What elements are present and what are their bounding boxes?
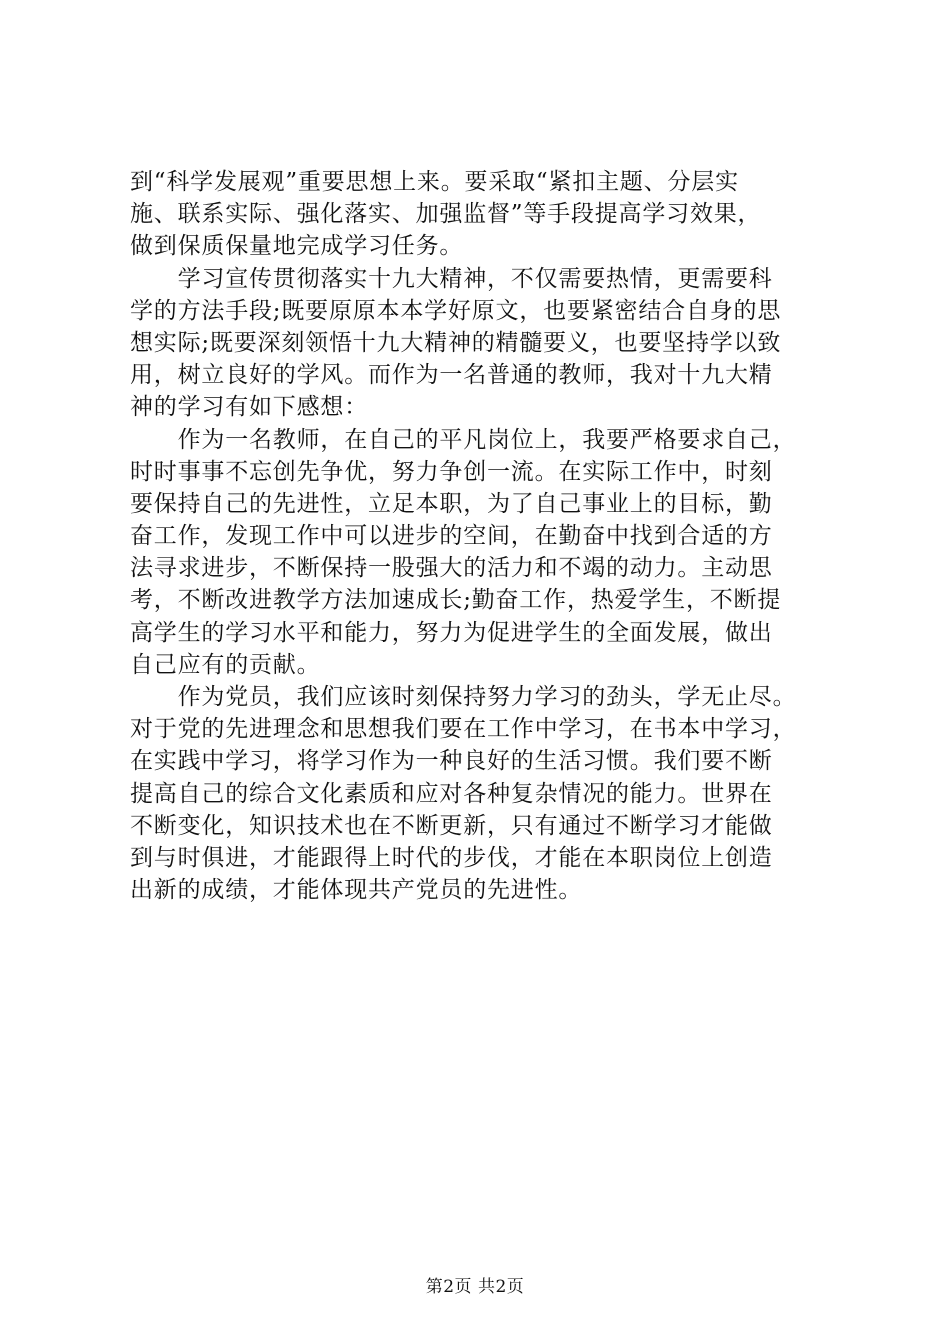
body-text xyxy=(130,166,830,906)
text-line: 高学生的学习水平和能力，努力为促进学生的全面发展，做出 xyxy=(130,619,773,646)
text-line: 对于党的先进理念和思想我们要在工作中学习，在书本中学习， xyxy=(130,716,797,743)
text-line: 作为党员，我们应该时刻保持努力学习的劲头，学无止尽。 xyxy=(130,684,797,710)
text-line: 到与时俱进，才能跟得上时代的步伐，才能在本职岗位上创造 xyxy=(130,844,773,871)
text-line: 到“科学发展观”重要思想上来。要采取“紧扣主题、分层实 xyxy=(130,169,739,195)
text-line: 施、联系实际、强化落实、加强监督”等手段提高学习效果， xyxy=(130,201,762,228)
text-line: 在实践中学习，将学习作为一种良好的生活习惯。我们要不断 xyxy=(130,748,773,775)
text-line: 学习宣传贯彻落实十九大精神，不仅需要热情，更需要科 xyxy=(130,265,773,292)
page-number-label: 第2页 共2页 xyxy=(425,1277,525,1297)
text-line: 自己应有的贡献。 xyxy=(130,651,321,678)
text-line: 奋工作，发现工作中可以进步的空间，在勤奋中找到合适的方 xyxy=(130,523,773,550)
text-line: 提高自己的综合文化素质和应对各种复杂情况的能力。世界在 xyxy=(130,780,773,807)
text-line: 做到保质保量地完成学习任务。 xyxy=(130,233,464,260)
text-line: 要保持自己的先进性，立足本职，为了自己事业上的目标，勤 xyxy=(130,490,773,517)
text-line: 作为一名教师，在自己的平凡岗位上，我要严格要求自己， xyxy=(130,426,797,453)
text-line: 考，不断改进教学方法加速成长;勤奋工作，热爱学生，不断提 xyxy=(130,587,782,614)
text-line: 不断变化，知识技术也在不断更新，只有通过不断学习才能做 xyxy=(130,812,773,839)
text-line: 用，树立良好的学风。而作为一名普通的教师，我对十九大精 xyxy=(130,362,773,389)
text-line: 神的学习有如下感想： xyxy=(130,394,368,421)
page-footer xyxy=(0,1277,950,1297)
text-line: 法寻求进步，不断保持一股强大的活力和不竭的动力。主动思 xyxy=(130,555,773,582)
text-line: 学的方法手段;既要原原本本学好原文，也要紧密结合自身的思 xyxy=(130,297,782,324)
text-line: 时时事事不忘创先争优，努力争创一流。在实际工作中，时刻 xyxy=(130,458,773,485)
text-line: 出新的成绩，才能体现共产党员的先进性。 xyxy=(130,877,583,904)
text-line: 想实际;既要深刻领悟十九大精神的精髓要义，也要坚持学以致 xyxy=(130,329,782,356)
